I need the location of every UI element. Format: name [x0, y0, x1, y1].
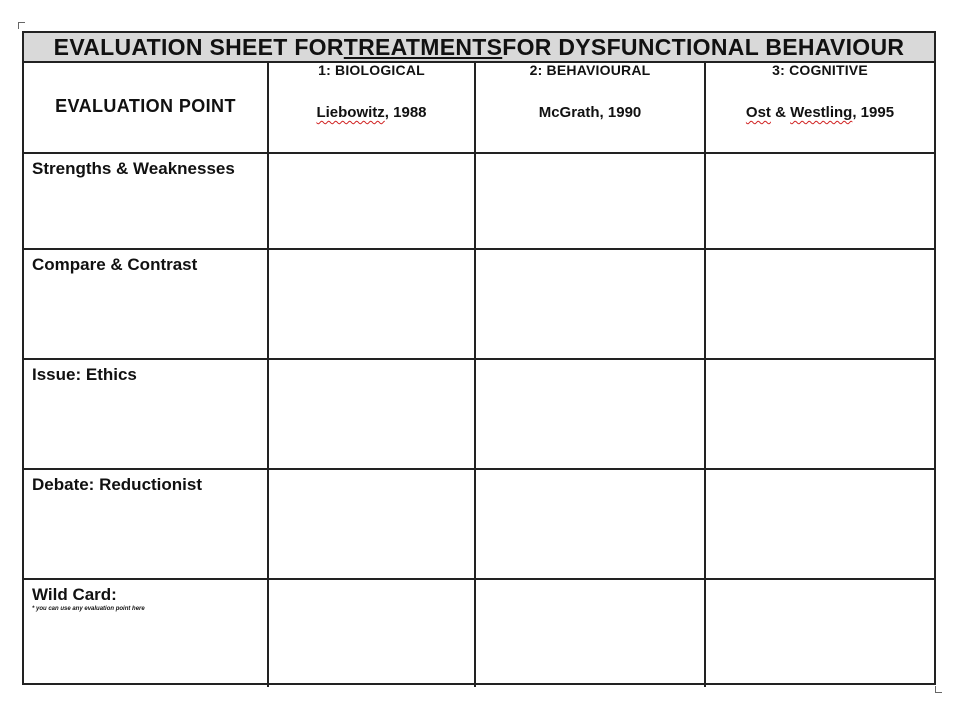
answer-cell-behavioural[interactable]	[475, 153, 705, 249]
header-row	[24, 61, 934, 153]
study-reference	[706, 104, 934, 121]
answer-cell-biological[interactable]	[268, 579, 475, 687]
title-part-1: EVALUATION SHEET FOR	[53, 33, 344, 60]
table-row	[24, 579, 934, 687]
wild-card-label: Wild Card:	[32, 585, 117, 604]
answer-cell-cognitive[interactable]	[705, 469, 934, 579]
row-label-issue-ethics: Issue: Ethics	[24, 359, 268, 469]
study-year: , 1988	[384, 104, 427, 121]
evaluation-table	[24, 61, 934, 687]
header-evaluation-point: EVALUATION POINT	[24, 61, 268, 153]
crop-mark-bottom-right	[935, 686, 942, 693]
answer-cell-behavioural[interactable]	[475, 469, 705, 579]
study-name-flagged: Ost	[745, 104, 771, 121]
table-row	[24, 153, 934, 249]
answer-cell-cognitive[interactable]	[705, 249, 934, 359]
study-name-joiner: &	[770, 104, 791, 121]
sheet-title	[24, 33, 934, 63]
table-row	[24, 249, 934, 359]
study-name-flagged: Westling	[790, 104, 853, 121]
row-label-strengths-weaknesses: Strengths & Weaknesses	[24, 153, 268, 249]
wild-card-note: * you can use any evaluation point here	[32, 606, 145, 612]
title-part-2-underlined: TREATMENTS	[343, 33, 503, 60]
row-label-wild-card	[24, 579, 268, 687]
header-column-cognitive	[705, 61, 934, 153]
answer-cell-behavioural[interactable]	[475, 579, 705, 687]
answer-cell-biological[interactable]	[268, 469, 475, 579]
answer-cell-behavioural[interactable]	[475, 359, 705, 469]
crop-mark-top-left	[18, 22, 25, 29]
row-label-debate-reductionist: Debate: Reductionist	[24, 469, 268, 579]
row-label-compare-contrast: Compare & Contrast	[24, 249, 268, 359]
study-year: , 1995	[852, 104, 895, 121]
header-column-biological	[268, 61, 475, 153]
answer-cell-cognitive[interactable]	[705, 579, 934, 687]
study-reference	[269, 104, 474, 121]
column-title: 2: BEHAVIOURAL	[529, 62, 651, 78]
column-title: 3: COGNITIVE	[772, 62, 868, 78]
answer-cell-biological[interactable]	[268, 153, 475, 249]
study-name-flagged: Liebowitz	[316, 104, 385, 121]
study-reference: McGrath, 1990	[538, 104, 642, 121]
header-column-behavioural	[475, 61, 705, 153]
answer-cell-biological[interactable]	[268, 359, 475, 469]
answer-cell-behavioural[interactable]	[475, 249, 705, 359]
title-part-3: FOR DYSFUNCTIONAL BEHAVIOUR	[502, 33, 905, 60]
column-title: 1: BIOLOGICAL	[318, 62, 425, 78]
evaluation-sheet	[22, 31, 936, 685]
table-row	[24, 469, 934, 579]
answer-cell-biological[interactable]	[268, 249, 475, 359]
answer-cell-cognitive[interactable]	[705, 153, 934, 249]
table-row	[24, 359, 934, 469]
answer-cell-cognitive[interactable]	[705, 359, 934, 469]
